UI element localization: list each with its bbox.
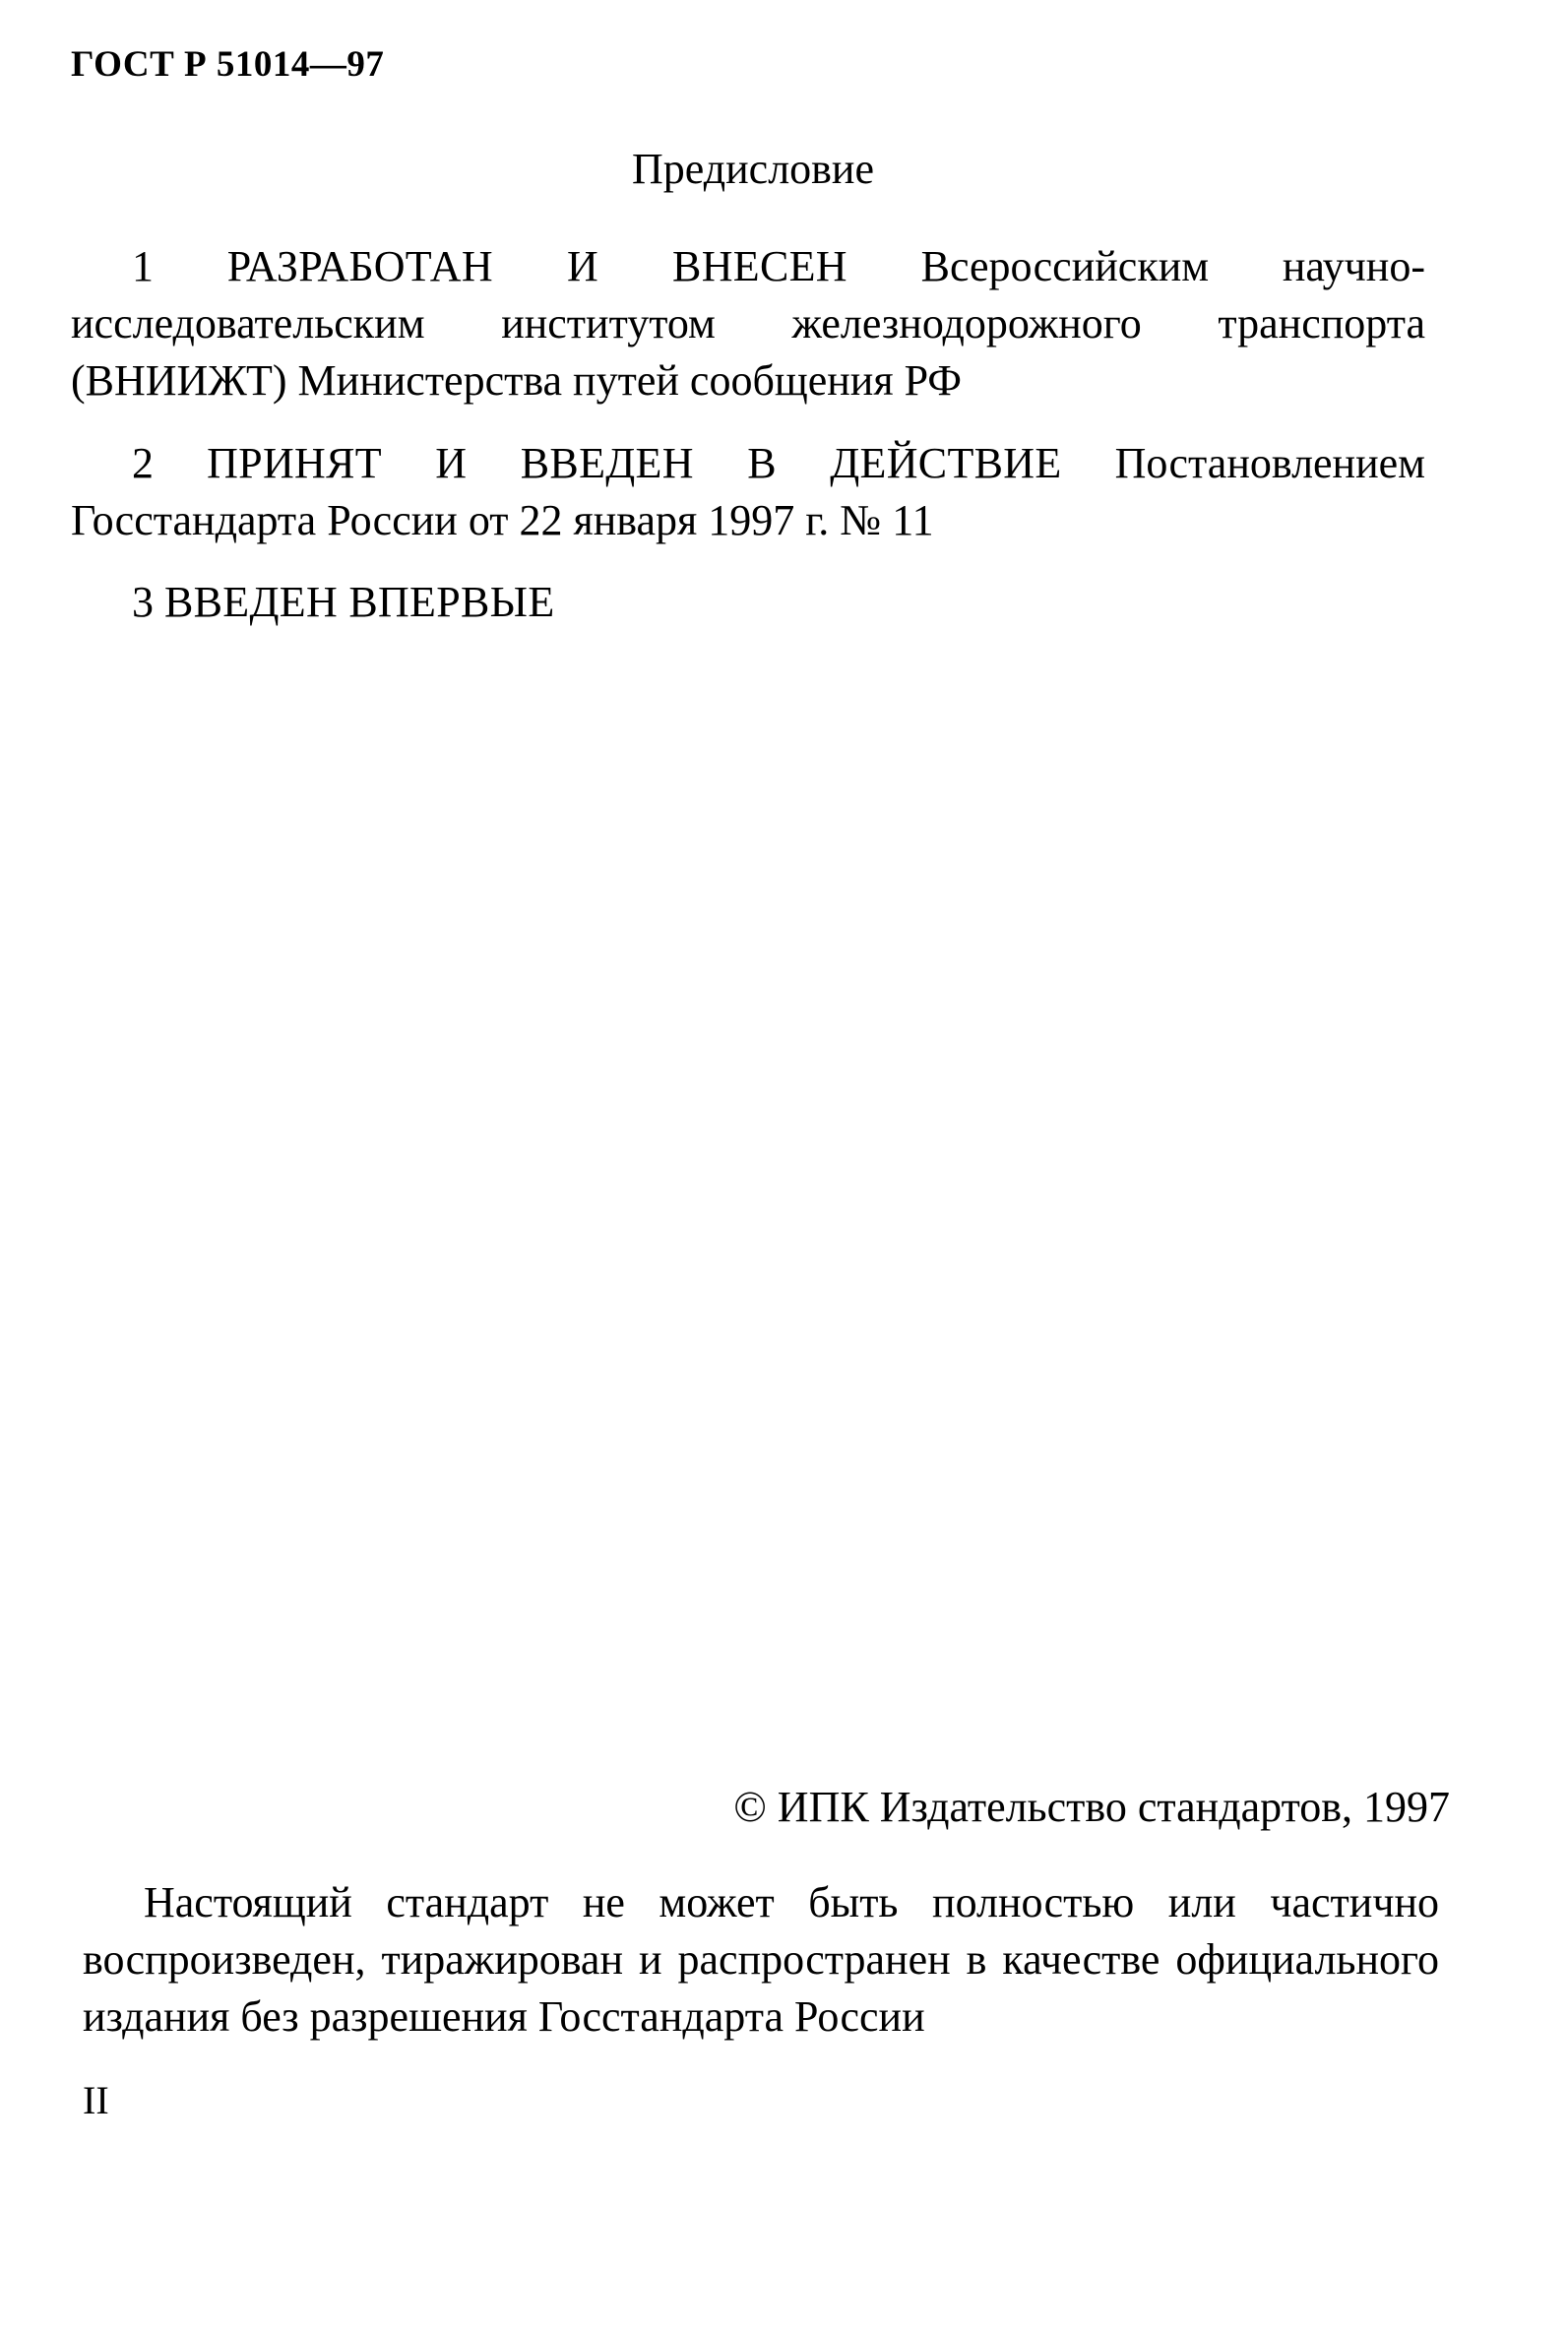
- item-number: 1: [132, 242, 154, 290]
- copyright-line: © ИПК Издательство стандартов, 1997: [733, 1783, 1450, 1831]
- item-text: Постановлением Госстандарта России от 22 января 1997 г. № 11: [71, 439, 1426, 544]
- item-lead: ВВЕДЕН ВПЕРВЫЕ: [164, 578, 555, 626]
- item-number: 3: [132, 578, 154, 626]
- item-lead: РАЗРАБОТАН И ВНЕСЕН: [226, 242, 847, 290]
- item-number: 2: [132, 439, 154, 487]
- preface-item: [71, 238, 1425, 410]
- preface-item: [71, 574, 1425, 631]
- reproduction-notice: Настоящий стандарт не может быть полностью или частично воспроизведен, тиражирован и распространен в качестве официального издания без разрешения Госстандарта России: [83, 1878, 1439, 2041]
- preface-title: Предисловие: [632, 145, 874, 193]
- page-number: II: [83, 2078, 109, 2122]
- standard-code: ГОСТ Р 51014—97: [71, 44, 385, 85]
- item-text: Всероссийским научно-исследовательским институтом железнодорожного транспорта (ВНИИЖТ) Министерства путей сообщения РФ: [71, 242, 1426, 405]
- item-lead: ПРИНЯТ И ВВЕДЕН В ДЕЙСТВИЕ: [207, 439, 1062, 487]
- preface-item: [71, 435, 1425, 549]
